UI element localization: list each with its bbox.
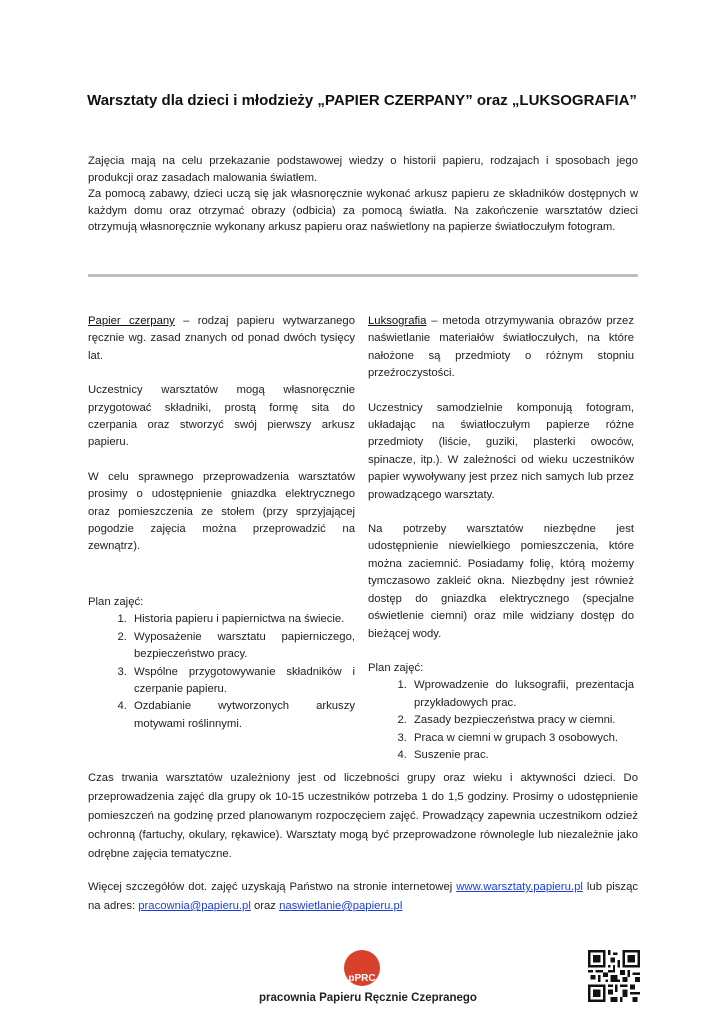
contact-and: oraz <box>250 900 280 912</box>
list-item: 3. Praca w ciemni w grupach 3 osobowych. <box>410 730 634 747</box>
footer-paragraph: Czas trwania warsztatów uzależniony jest od liczebności grupy oraz wieku i aktywności dzieci. Do przeprowadzenia zajęć dla grupy ok 10-15 uczestników potrzeba 1 do 1,5 godziny. Prosimy o udostępnienie pomieszczeń na godzinę przed planowanym rozpoczęciem zajęć. Prowadzący zapewnia uczestnikom odzież ochronną (fartuchy, okulary, rękawice). Warsztaty mogą być przeprowadzone równolegle lub niezależnie jako odrębne zajęcia tematyczne. <box>88 772 638 860</box>
website-link[interactable]: www.warsztaty.papieru.pl <box>456 881 583 893</box>
luksografia-column <box>368 313 634 764</box>
email-link-pracownia[interactable]: pracownia@papieru.pl <box>138 900 251 912</box>
page-title: Warsztaty dla dzieci i młodzieży „PAPIER CZERPANY” oraz „LUKSOGRAFIA” <box>87 92 637 109</box>
luksografia-term: Luksografia <box>368 315 427 327</box>
section-divider <box>88 274 638 277</box>
list-item: 4. Suszenie prac. <box>410 747 634 764</box>
brand-logo-name: pracownia Papieru Ręcznie Czepranego <box>259 992 477 1004</box>
email-link-naswietlanie[interactable]: naswietlanie@papieru.pl <box>279 900 403 912</box>
intro-section <box>88 153 638 236</box>
luksografia-paragraph-2: Uczestnicy samodzielnie komponują fotogram, układając na światłoczułym papierze różne przedmioty (liście, guziki, plasterki owoców, spinacze, itp.). W zależności od wieku uczestników papier wywoływany jest przez nich samych lub przez prowadzącego warsztaty. <box>368 401 634 501</box>
contact-prefix: Więcej szczegółów dot. zajęć uzyskają Państwo na stronie internetowej <box>88 881 457 893</box>
list-item: 3. Wspólne przygotowywanie składników i czerpanie papieru. <box>130 664 355 699</box>
list-item: 2. Wyposażenie warsztatu papierniczego, bezpieczeństwo pracy. <box>130 629 355 664</box>
list-item: 1. Historia papieru i papiernictwa na świecie. <box>130 611 355 628</box>
qr-code-icon <box>588 950 640 1002</box>
brand-logo-mark: pPRC <box>344 950 380 986</box>
list-item: 2. Zasady bezpieczeństwa pracy w ciemni. <box>410 712 634 729</box>
luksografia-definition <box>368 313 634 383</box>
papier-czerpany-paragraph-2: Uczestnicy warsztatów mogą własnoręcznie przygotować składniki, prostą formę sita do czerpania oraz stworzyć swój pierwszy arkusz papieru. <box>88 384 355 449</box>
luksografia-plan-list <box>368 677 634 764</box>
contact-paragraph <box>88 878 638 916</box>
papier-czerpany-definition <box>88 313 355 365</box>
luksografia-paragraph-3: Na potrzeby warsztatów niezbędne jest udostępnienie niewielkiego pomieszczenia, które można zaciemnić. Posiadamy folię, którą możemy tymczasowo zakleić okna. Niezbędny jest również dostęp do gniazdka elektrycznego (specjalne oświetlenie ciemni) oraz mile widziany dostęp do bieżącej wody. <box>368 523 634 640</box>
papier-czerpany-column <box>88 313 355 733</box>
list-item: 4. Ozdabianie wytworzonych arkuszy motywami roślinnymi. <box>130 698 355 733</box>
luksografia-plan-title: Plan zajęć: <box>368 661 424 674</box>
footer-section <box>88 769 638 916</box>
papier-plan-title: Plan zajęć: <box>88 595 144 608</box>
intro-paragraph-2: Za pomocą zabawy, dzieci uczą się jak własnoręcznie wykonać arkusz papieru ze składników dostępnych w każdym domu oraz otrzymać obrazy (odbicia) za pomocą światła. Na zakończenie warsztatów dzieci otrzymują własnoręcznie wykonany arkusz papieru oraz naświetlony na papierze światłoczułym fotogram. <box>88 188 638 234</box>
contact-mid: lub pisząc na adres: <box>88 881 639 912</box>
list-item: 1. Wprowadzenie do luksografii, prezentacja przykładowych prac. <box>410 677 634 712</box>
papier-czerpany-paragraph-3: W celu sprawnego przeprowadzenia warsztatów prosimy o udostępnienie gniazdka elektrycznego oraz pomieszczenia ze stołem (przy sprzyjającej pogodzie zajęcia można przeprowadzić na zewnątrz). <box>88 470 355 553</box>
intro-paragraph-1: Zajęcia mają na celu przekazanie podstawowej wiedzy o historii papieru, rodzajach i sposobach jego produkcji oraz zasadach malowania światłem. <box>88 155 638 184</box>
papier-czerpany-definition-text: – rodzaj papieru wytwarzanego ręcznie wg. zasad znanych od ponad dwóch tysięcy lat. <box>88 315 355 362</box>
papier-czerpany-term: Papier czerpany <box>88 315 175 327</box>
luksografia-definition-text: – metoda otrzymywania obrazów przez naświetlanie materiałów światłoczułych, na które nałożone są przedmioty o różnym stopniu przeźroczystości. <box>368 315 634 380</box>
papier-plan-list <box>88 611 355 733</box>
